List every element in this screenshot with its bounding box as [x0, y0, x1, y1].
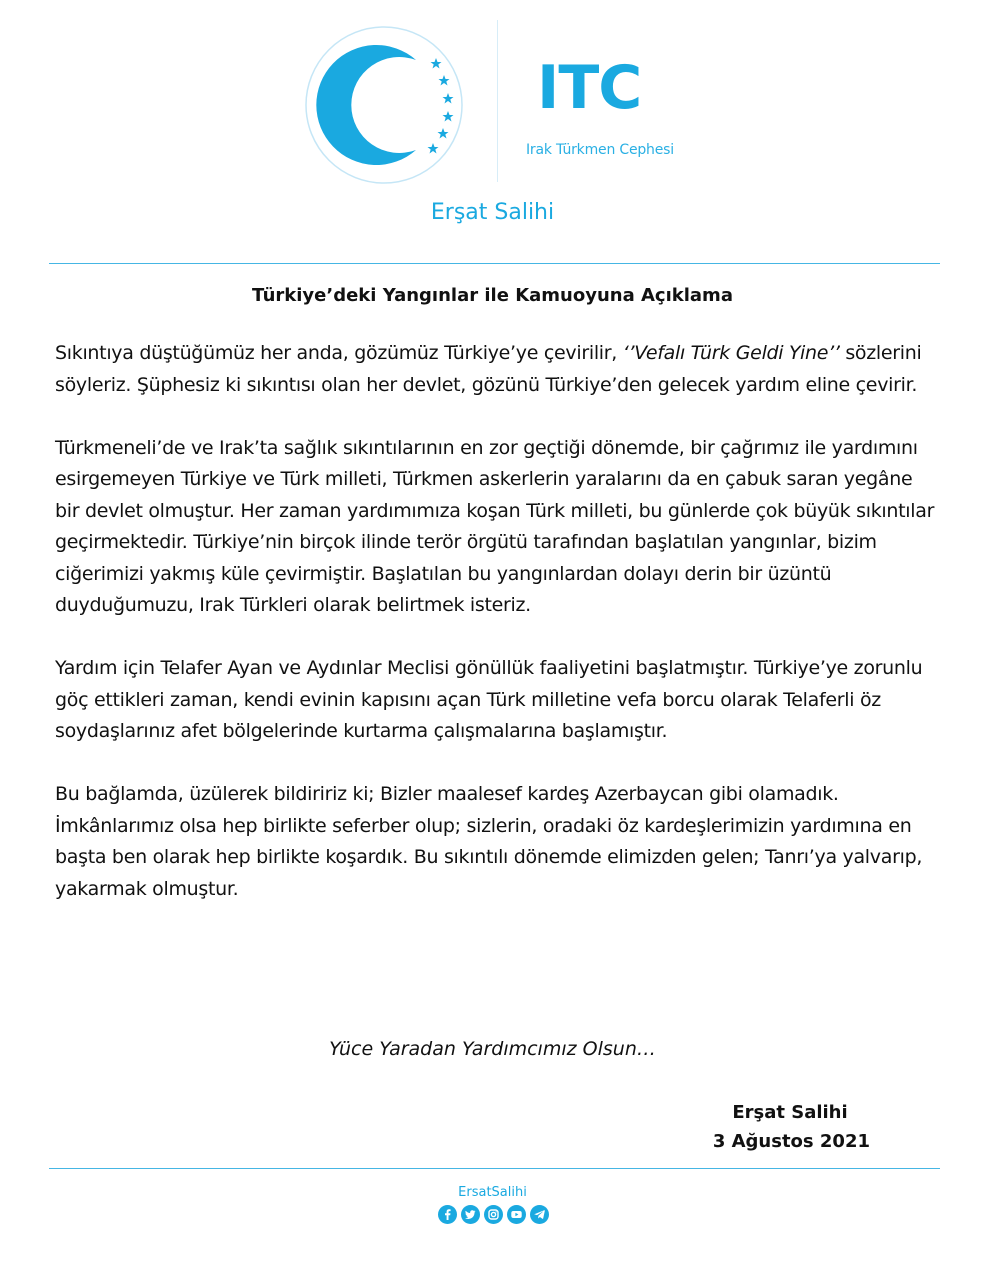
- brand-name: ITC: [537, 53, 642, 123]
- paragraph-4: Bu bağlamda, üzülerek bildiririz ki; Bizler maalesef kardeş Azerbaycan gibi olamadık. İmkânlarımız olsa hep birlikte seferber olup; sizlerin, oradaki öz kardeşlerimizin yardımına en başta ben olarak hep birlikte koşardık. Bu sıkıntılı dönemde elimizden gelen; Tanrı’ya yalvarıp, yakarmak olmuştur.: [55, 783, 923, 900]
- signature-block: [700, 1098, 870, 1156]
- paragraph-3: Yardım için Telafer Ayan ve Aydınlar Meclisi gönüllük faaliyetini başlatmıştır. Türkiye’ye zorunlu göç ettikleri zaman, kendi evinin kapısını açan Türk milletine vefa borcu olarak Telaferli öz soydaşlarınız afet bölgelerinde kurtarma çalışmalarına başlamıştır.: [55, 657, 923, 742]
- paragraph-1-text-a: Sıkıntıya düştüğümüz her anda, gözümüz Türkiye’ye çevirilir,: [55, 342, 623, 364]
- top-divider: [49, 263, 940, 264]
- header-author-name: Erşat Salihi: [430, 200, 555, 225]
- crescent-stars-logo: [300, 20, 470, 190]
- social-icons: [438, 1205, 549, 1224]
- paragraph-1-quote: ‘’Vefalı Türk Geldi Yine’’: [622, 342, 840, 364]
- bottom-divider: [49, 1168, 940, 1169]
- social-handle: ErsatSalihi: [458, 1185, 527, 1200]
- paragraph-1: [55, 338, 935, 401]
- closing-line: Yüce Yaradan Yardımcımız Olsun…: [329, 1038, 656, 1060]
- signature-name: Erşat Salihi: [732, 1102, 848, 1123]
- document-body: [55, 338, 935, 937]
- paragraph-2: Türkmeneli’de ve Irak’ta sağlık sıkıntılarının en zor geçtiği dönemde, bir çağrımız ile yardımını esirgemeyen Türkiye ve Türk milleti, Türkmen askerlerin yaralarını da en çabuk saran yegâne bir devlet olmuştur. Her zaman yardımımıza koşan Türk milleti, bu günlerde çok büyük sıkıntılar geçirmektedir. Türkiye’nin birçok ilinde terör örgütü tarafından başlatılan yangınlar, bizim ciğerimizi yakmış küle çevirmiştir. Başlatılan bu yangınlardan dolayı derin bir üzüntü duyduğumuzu, Irak Türkleri olarak belirtmek isteriz.: [55, 436, 935, 616]
- brand-subtitle: Irak Türkmen Cephesi: [526, 142, 674, 158]
- facebook-icon[interactable]: [438, 1205, 457, 1224]
- twitter-icon[interactable]: [461, 1205, 480, 1224]
- logo-divider: [497, 20, 498, 182]
- letterhead: [0, 0, 985, 265]
- instagram-icon[interactable]: [484, 1205, 503, 1224]
- signature-date: 3 Ağustos 2021: [712, 1131, 870, 1152]
- telegram-icon[interactable]: [530, 1205, 549, 1224]
- paragraph-1-text-b: sözlerini söyleriz. Şüphesiz ki sıkıntısı olan her devlet, gözünü Türkiye’den gelecek yardım eline çevirir.: [55, 342, 922, 396]
- youtube-icon[interactable]: [507, 1205, 526, 1224]
- document-title: Türkiye’deki Yangınlar ile Kamuoyuna Açıklama: [252, 285, 733, 306]
